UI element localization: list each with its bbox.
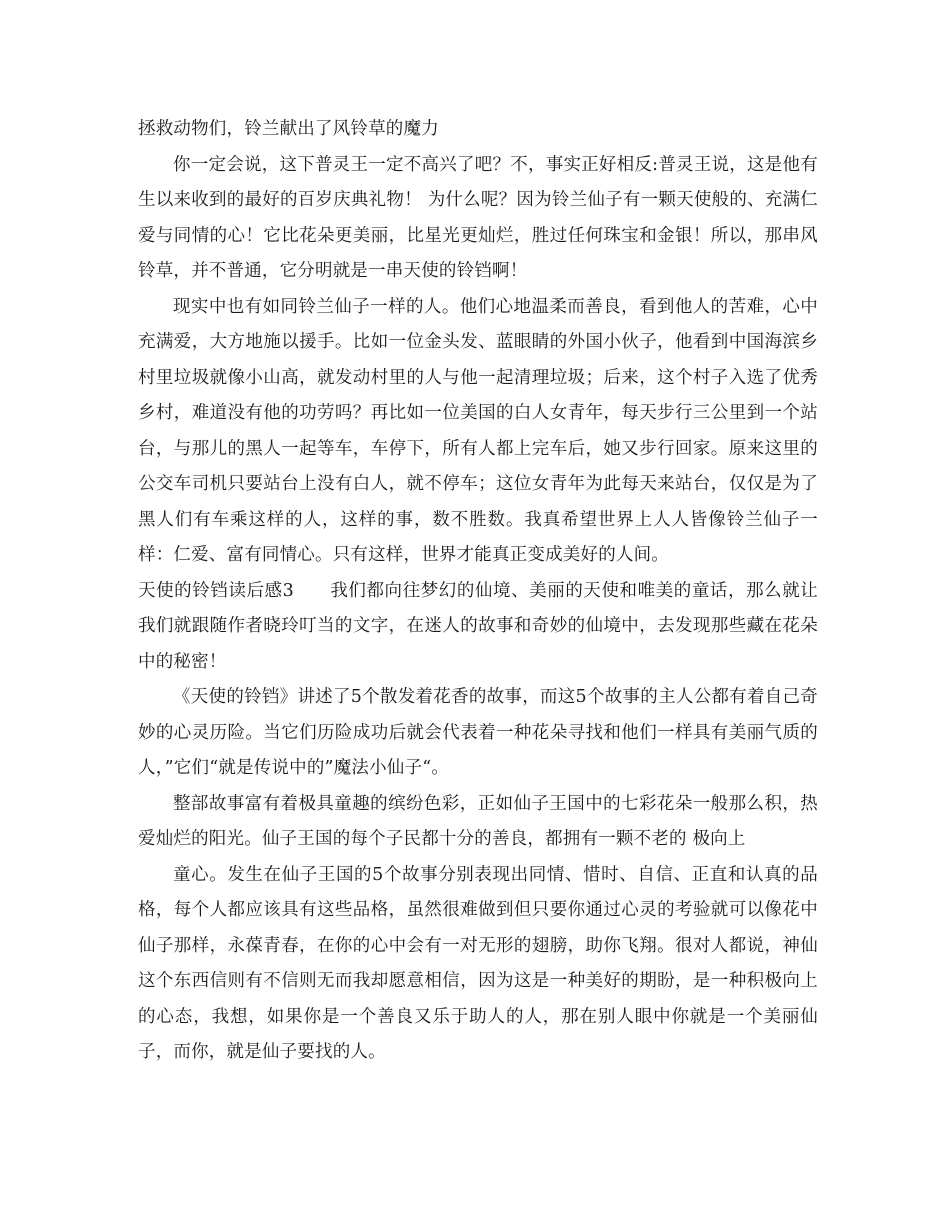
document-body — [138, 112, 818, 1071]
section-heading: 天使的铃铛读后感3 — [138, 580, 294, 601]
paragraph-7: 童心。发生在仙子王国的5个故事分别表现出同情、惜时、自信、正直和认真的品格，每个人都应该具有这些品格，虽然很难做到但只要你通过心灵的考验就可以像花中仙子那样，永葆青春，在你的心中会有一对无形的翅膀，助你飞翔。很对人都说，神仙这个东西信则有不信则无而我却愿意相信，因为这是一种美好的期盼，是一种积极向上的心态，我想，如果你是一个善良又乐于助人的人，那在别人眼中你就是一个美丽仙子，而你，就是仙子要找的人。 — [138, 864, 818, 1062]
paragraph-6: 整部故事富有着极具童趣的缤纷色彩，正如仙子王国中的七彩花朵一般那么积，热爱灿烂的阳光。仙子王国的每个子民都十分的善良，都拥有一颗不老的 极向上 — [138, 793, 818, 849]
paragraph-5: 《天使的铃铛》讲述了5个散发着花香的故事，而这5个故事的主人公都有着自己奇妙的心灵历险。当它们历险成功后就会代表着一种花朵寻找和他们一样具有美丽气质的人，”它们“就是传说中的”魔法小仙子“。 — [138, 687, 818, 778]
paragraph-1: 拯救动物们，铃兰献出了风铃草的魔力 — [138, 119, 439, 139]
paragraph-2: 你一定会说，这下普灵王一定不高兴了吧？不，事实正好相反:普灵王说，这是他有生以来收到的最好的百岁庆典礼物！ 为什么呢？因为铃兰仙子有一颗天使般的、充满仁爱与同情的心！它比花朵更美丽，比星光更灿烂，胜过任何珠宝和金银！所以，那串风铃草，并不普通，它分明就是一串天使的铃铛啊！ — [138, 154, 818, 281]
paragraph-4 — [138, 574, 818, 681]
section-intro: 我们都向往梦幻的仙境、美丽的天使和唯美的童话，那么就让我们就跟随作者晓玲叮当的文字，在迷人的故事和奇妙的仙境中，去发现那些藏在花朵中的秘密！ — [138, 580, 819, 672]
paragraph-3: 现实中也有如同铃兰仙子一样的人。他们心地温柔而善良，看到他人的苦难，心中充满爱，大方地施以援手。比如一位金头发、蓝眼睛的外国小伙子，他看到中国海滨乡村里垃圾就像小山高，就发动村里的人与他一起清理垃圾；后来，这个村子入选了优秀乡村，难道没有他的功劳吗？再比如一位美国的白人女青年，每天步行三公里到一个站台，与那儿的黑人一起等车，车停下，所有人都上完车后，她又步行回家。原来这里的公交车司机只要站台上没有白人，就不停车；这位女青年为此每天来站台，仅仅是为了黑人们有车乘这样的人，这样的事，数不胜数。我真希望世界上人人皆像铃兰仙子一样：仁爱、富有同情心。只有这样，世界才能真正变成美好的人间。 — [138, 296, 818, 565]
